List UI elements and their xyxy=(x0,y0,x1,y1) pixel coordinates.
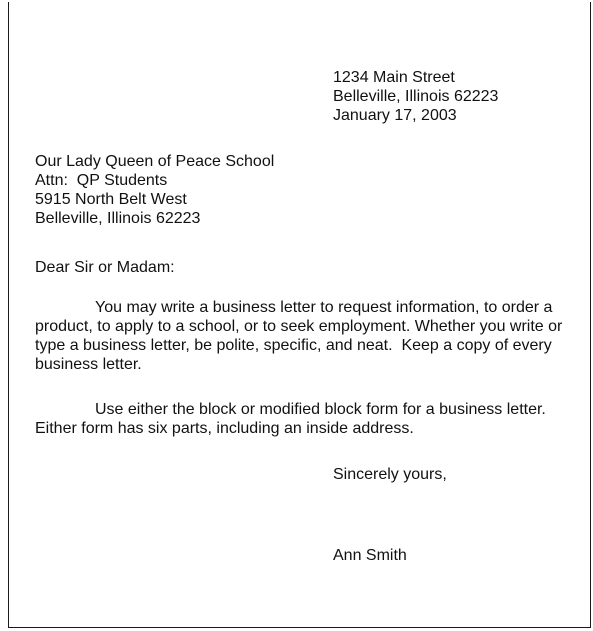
salutation: Dear Sir or Madam: xyxy=(35,259,175,276)
sender-address xyxy=(333,68,498,125)
recipient-city-state: Belleville, Illinois 62223 xyxy=(35,210,201,227)
recipient-name: Our Lady Queen of Peace School xyxy=(35,153,275,170)
sender-street: 1234 Main Street xyxy=(333,69,455,86)
signature-name: Ann Smith xyxy=(333,547,407,564)
sender-city-state: Belleville, Illinois 62223 xyxy=(333,88,499,105)
complimentary-closing: Sincerely yours, xyxy=(333,466,447,483)
recipient-street: 5915 North Belt West xyxy=(35,191,187,208)
inside-address xyxy=(35,152,274,228)
body-paragraph: Use either the block or modified block form for a business letter. Either form has six parts, including an inside address. xyxy=(35,401,555,437)
letter-date: January 17, 2003 xyxy=(333,107,457,124)
recipient-attention: Attn: QP Students xyxy=(35,172,168,189)
letter-page xyxy=(8,2,591,628)
body-paragraph: You may write a business letter to request information, to order a product, to apply to a school, or to seek employment. Whether you write or type a business letter, be polite, specific, and neat. Keep a copy of every business letter. xyxy=(35,299,567,373)
